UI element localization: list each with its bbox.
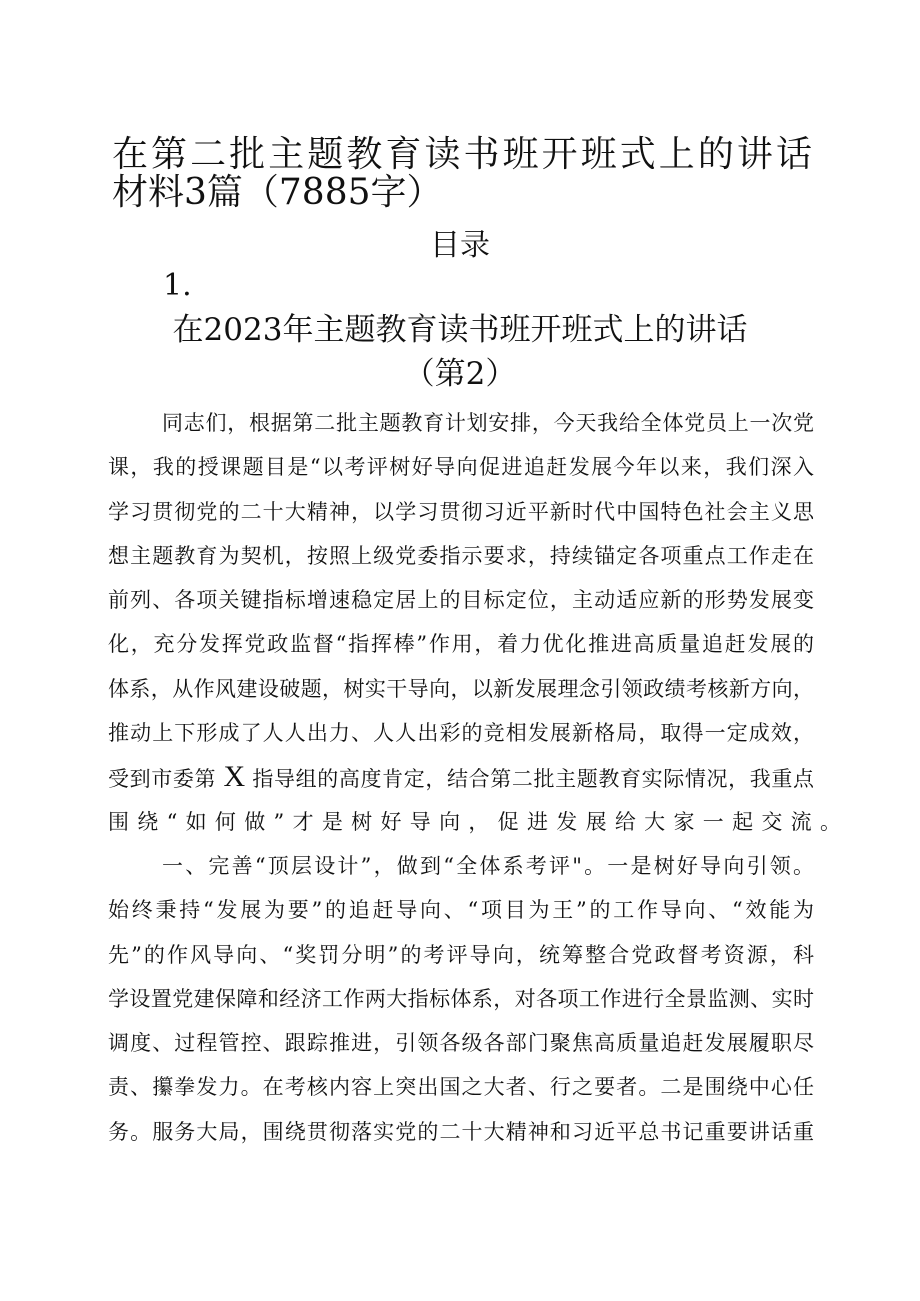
section-title-line-2: （第2） — [403, 356, 517, 392]
paragraph-line: 先”的作风导向、“奖罚分明”的考评导向，统筹整合党政督考资源，科 — [108, 942, 814, 967]
body-text — [108, 401, 850, 1154]
paragraph-line: 学设置党建保障和经济工作两大指标体系，对各项工作进行全景监测、实时 — [108, 986, 814, 1011]
document-title — [112, 136, 812, 212]
text-segment: 指导组的高度肯定，结合第二批主题教育实际情况，我重点 — [252, 767, 815, 792]
paragraph-line: 课，我的授课题目是“以考评树好导向促进追赶发展今年以来，我们深入 — [108, 455, 814, 480]
toc-heading: 目录 — [430, 228, 490, 263]
paragraph-line: 想主题教育为契机，按照上级党委指示要求，持续锚定各项重点工作走在 — [108, 543, 814, 568]
paragraph-line: 围绕“如何做”才是树好导向，促进发展给大家一起交流。 — [108, 809, 850, 834]
title-line-2: 材料3篇（7885字） — [112, 172, 443, 213]
section-title-line-1: 在2023年主题教育读书班开班式上的讲话 — [172, 312, 748, 348]
placeholder-x: X — [223, 760, 246, 794]
paragraph-line: 责、攥拳发力。在考核内容上突出国之大者、行之要者。二是围绕中心任 — [108, 1075, 814, 1100]
paragraph-line: 同志们，根据第二批主题教育计划安排，今天我给全体党员上一次党 — [162, 411, 814, 435]
paragraph-line: 学习贯彻党的二十大精神，以学习贯彻习近平新时代中国特色社会主义思 — [108, 499, 814, 524]
paragraph-line: 务。服务大局，围绕贯彻落实党的二十大精神和习近平总书记重要讲话重 — [108, 1119, 814, 1144]
paragraph-line: 体系，从作风建设破题，树实干导向，以新发展理念引领政绩考核新方向， — [108, 676, 814, 701]
paragraph-line: 化，充分发挥党政监督“指挥棒”作用，着力优化推进高质量追赶发展的 — [108, 632, 814, 657]
section-title — [0, 308, 920, 396]
paragraph-line: 始终秉持“发展为要”的追赶导向、“项目为王”的工作导向、“效能为 — [108, 898, 814, 923]
paragraph-line — [108, 755, 814, 799]
toc-number: 1. — [163, 268, 192, 303]
text-segment: 受到市委第 — [108, 767, 217, 792]
title-line-1: 在第二批主题教育读书班开班式上的讲话 — [112, 134, 812, 175]
paragraph-line: 调度、过程管控、跟踪推进，引领各级各部门聚焦高质量追赶发展履职尽 — [108, 1031, 814, 1056]
paragraph-line: 前列、各项关键指标增速稳定居上的目标定位，主动适应新的形势发展变 — [108, 588, 814, 613]
paragraph-line: 推动上下形成了人人出力、人人出彩的竞相发展新格局，取得一定成效， — [108, 721, 814, 746]
paragraph-line: 一、完善“顶层设计”，做到“全体系考评"。一是树好导向引领。 — [162, 853, 814, 878]
